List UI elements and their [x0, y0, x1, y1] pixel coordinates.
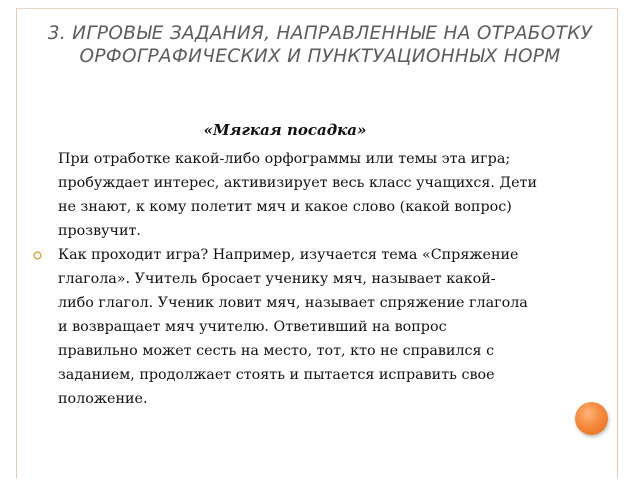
bullet-icon-shape: [33, 251, 42, 260]
bullet-icon: [33, 251, 42, 260]
slide-title: 3. ИГРОВЫЕ ЗАДАНИЯ, НАПРАВЛЕННЫЕ НА ОТРАБОТКУ ОРФОГРАФИЧЕСКИХ И ПУНКТУАЦИОННЫХ НОРМ: [47, 23, 593, 67]
orange-circle-icon: [575, 402, 608, 435]
game-name: «Мягкая посадка»: [203, 121, 367, 139]
description-paragraph: При отработке какой-либо орфограммы или темы эта игра; пробуждает интерес, активизирует весь класс учащихся. Дети не знают, к кому полетит мяч и какое слово (какой вопрос) прозвучит.: [58, 151, 537, 239]
bullet-paragraph: Как проходит игра? Например, изучается тема «Спряжение глагола». Учитель бросает ученику мяч, называет какой-либо глагол. Ученик ловит мяч, называет спряжение глагола и возвращает мяч учителю. Ответивший на вопрос правильно может сесть на место, тот, кто не справился с заданием, продолжает стоять и пытается исправить свое положение.: [58, 247, 528, 407]
